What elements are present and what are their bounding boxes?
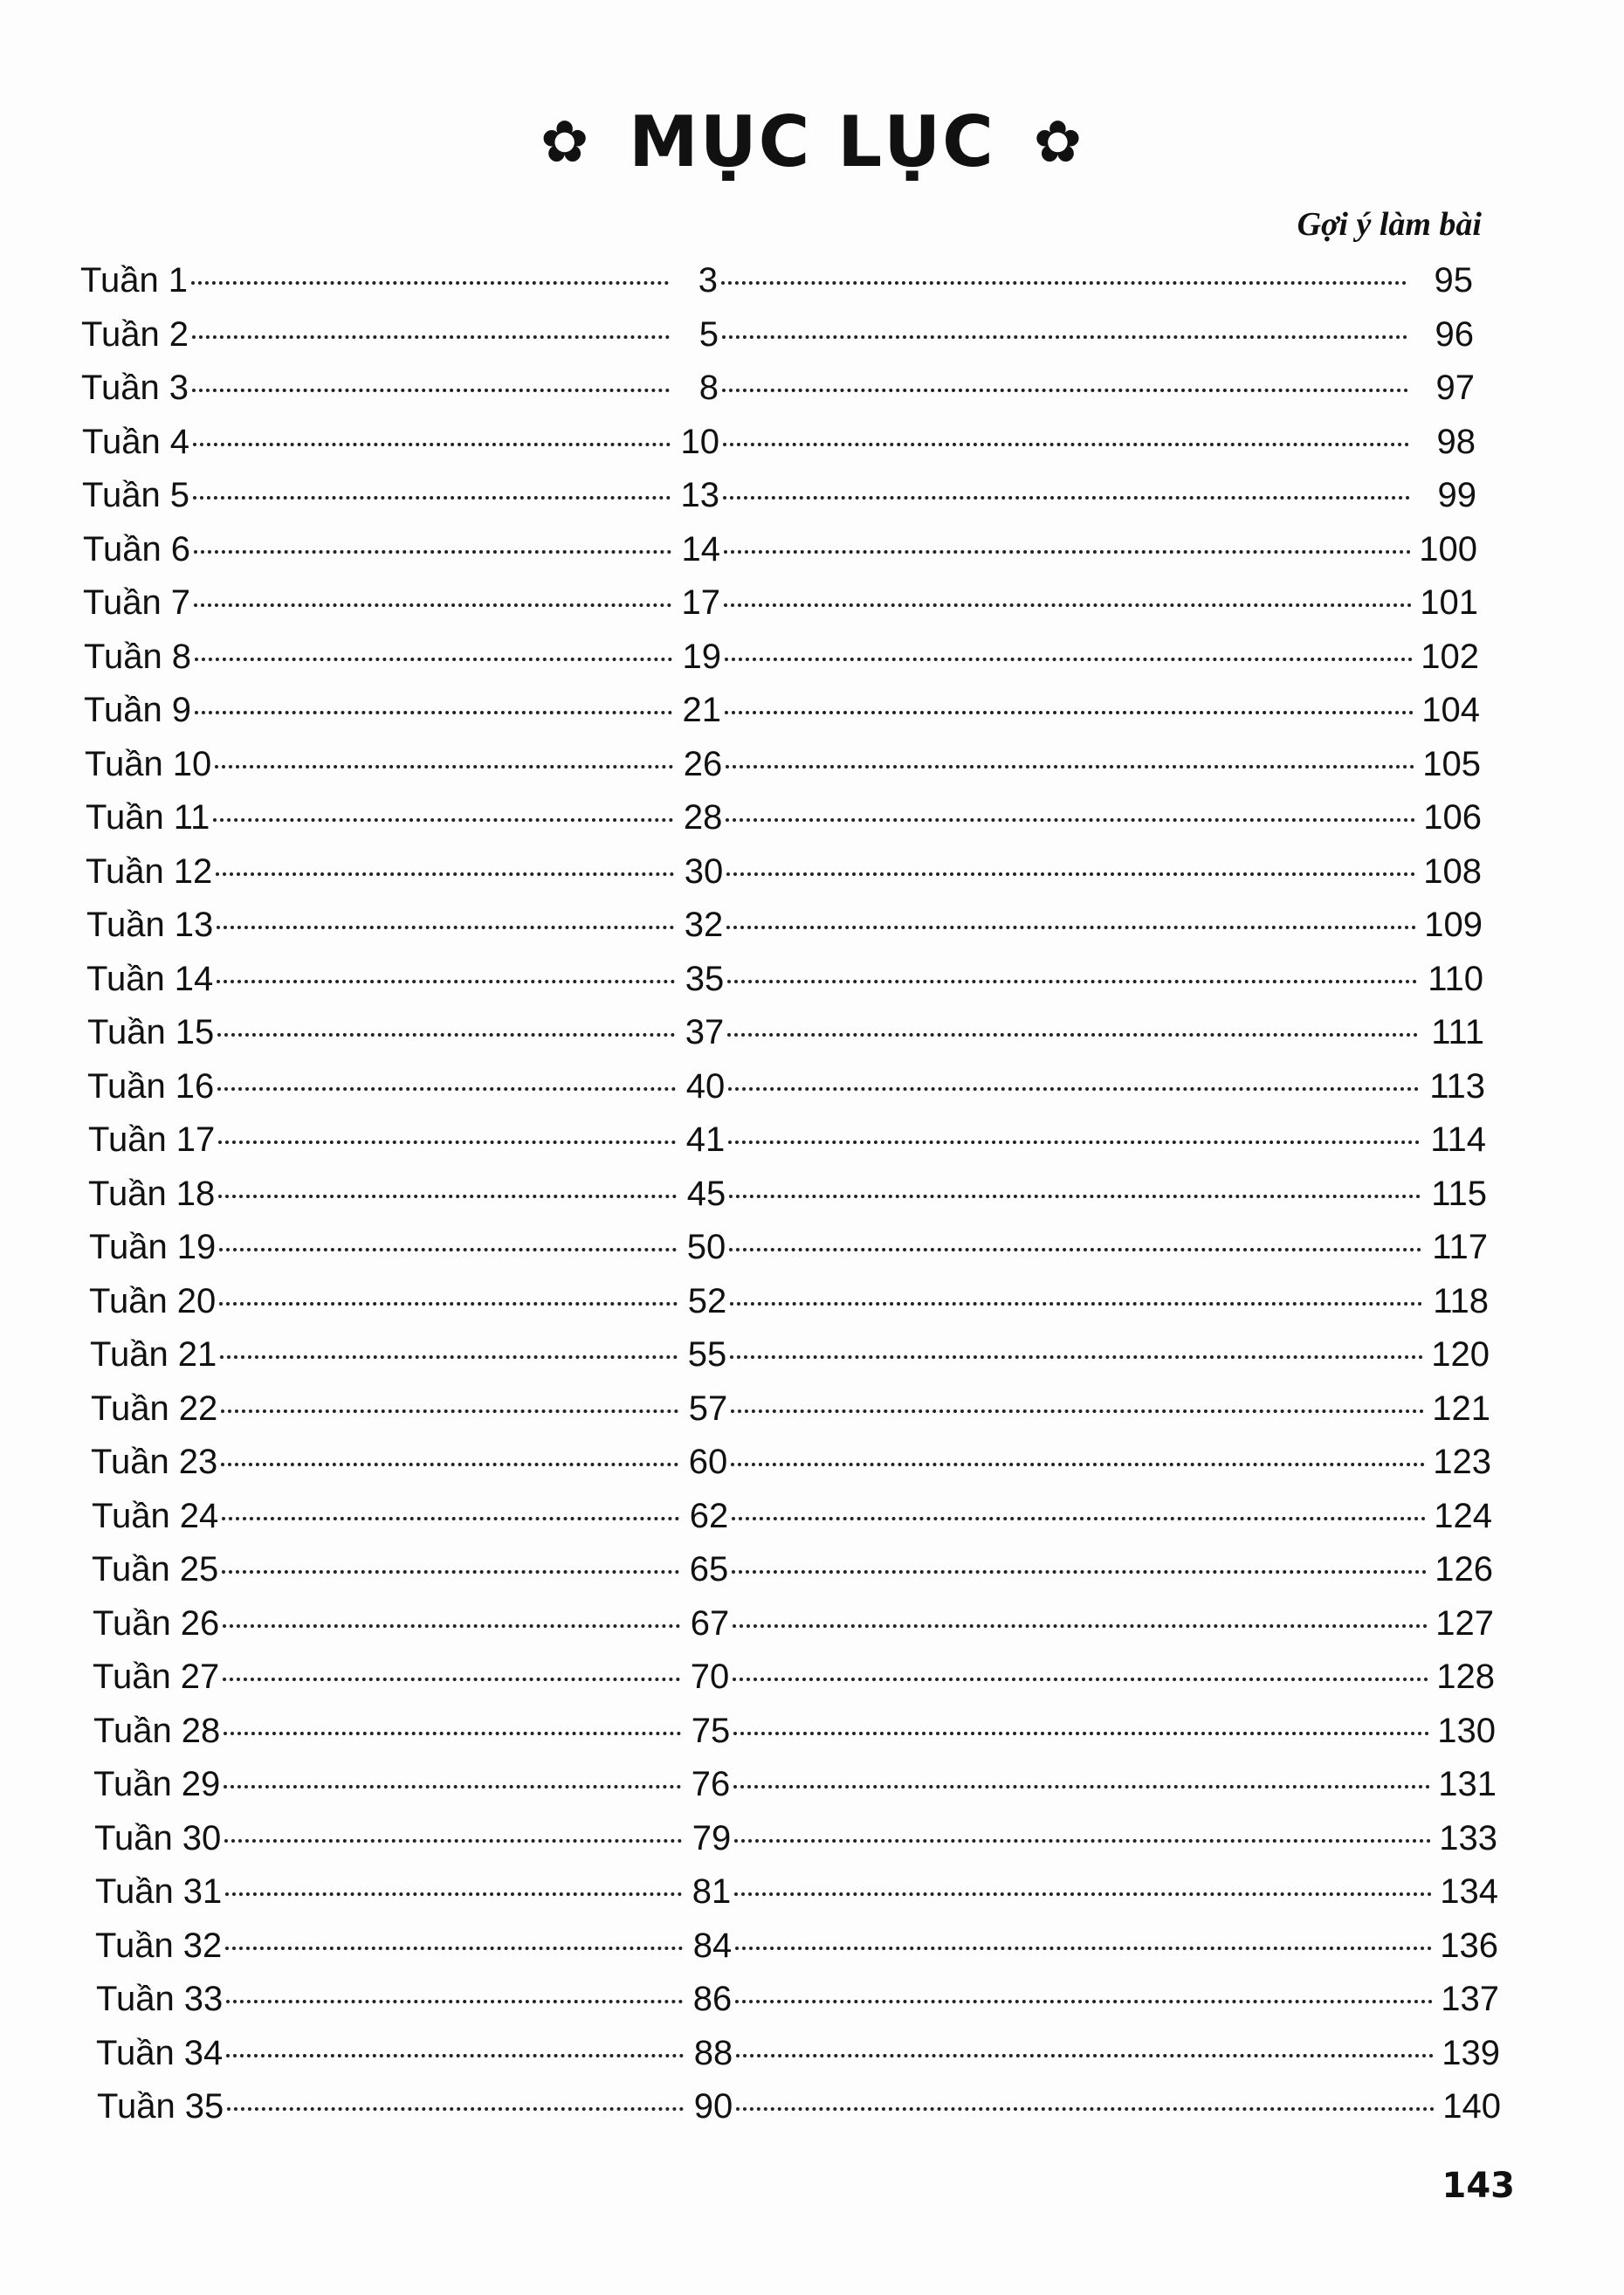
toc-entry (80, 253, 1473, 307)
toc-entry-page: 62 (689, 1497, 729, 1535)
toc-entry-hint-page: 105 (1422, 745, 1481, 783)
toc-entry-label: Tuần 17 (88, 1120, 216, 1159)
toc-entry (81, 307, 1474, 362)
toc-entry-hint-page: 136 (1440, 1926, 1498, 1965)
toc-entry-label: Tuần 11 (86, 798, 210, 837)
toc-entry-label: Tuần 5 (82, 476, 190, 514)
dot-leader (726, 765, 1414, 768)
toc-entry-page: 37 (685, 1013, 725, 1051)
toc-entry-page: 65 (689, 1550, 729, 1589)
dot-leader (736, 2054, 1434, 2057)
dot-leader (221, 1409, 678, 1413)
dot-leader (733, 1732, 1429, 1735)
dot-leader (736, 2107, 1435, 2111)
dot-leader (226, 2000, 683, 2003)
toc-entry-label: Tuần 33 (96, 1980, 224, 2018)
toc-entry-page: 45 (686, 1175, 726, 1213)
toc-entry-page: 5 (698, 315, 719, 354)
toc-entry-page: 8 (698, 369, 719, 407)
toc-entry-label: Tuần 22 (91, 1389, 218, 1428)
toc-entry (96, 2026, 1500, 2080)
dot-leader (224, 1732, 681, 1735)
toc-entry (87, 1005, 1484, 1059)
toc-entry-page: 55 (687, 1335, 727, 1374)
toc-entry (86, 844, 1482, 899)
toc-entry (90, 1327, 1490, 1382)
toc-entry-page: 40 (685, 1067, 726, 1106)
toc-entry-page: 84 (692, 1926, 733, 1965)
toc-entry (81, 361, 1475, 415)
dot-leader (217, 1087, 676, 1091)
dot-leader (734, 1839, 1431, 1843)
dot-leader (191, 281, 669, 285)
toc-entry-hint-page: 121 (1432, 1389, 1490, 1428)
toc-entry (95, 1919, 1498, 1973)
toc-entry-hint-page: 114 (1430, 1120, 1486, 1159)
toc-entry-hint-page: 123 (1433, 1443, 1491, 1481)
toc-entry-hint-page: 102 (1421, 638, 1479, 676)
dot-leader (732, 1570, 1427, 1574)
toc-entry-hint-page: 128 (1436, 1658, 1495, 1696)
dot-leader (193, 496, 671, 500)
toc-entry-label: Tuần 9 (84, 691, 192, 729)
toc-entry-label: Tuần 2 (81, 315, 189, 354)
toc-entry-page: 32 (684, 906, 724, 944)
dot-leader (227, 2107, 684, 2111)
toc-entry-label: Tuần 26 (93, 1604, 220, 1643)
dot-leader (732, 1517, 1426, 1520)
toc-entry-page: 88 (693, 2034, 733, 2072)
toc-entry-label: Tuần 27 (93, 1658, 220, 1696)
toc-entry (97, 2079, 1501, 2133)
toc-entry-page: 75 (691, 1712, 731, 1750)
toc-entry-label: Tuần 3 (81, 369, 189, 407)
toc-entry (93, 1596, 1494, 1651)
toc-entry-hint-page: 110 (1428, 960, 1483, 998)
page-title (0, 94, 1624, 186)
toc-entry-page: 90 (693, 2087, 733, 2126)
toc-entry-hint-page: 120 (1431, 1335, 1490, 1374)
toc-entry (84, 630, 1479, 684)
dot-leader (730, 1355, 1423, 1359)
dot-leader (731, 1409, 1424, 1413)
dot-leader (192, 335, 670, 339)
dot-leader (219, 1248, 677, 1251)
toc-entry (86, 790, 1482, 844)
toc-entry (94, 1811, 1497, 1865)
toc-entry-page: 13 (680, 476, 720, 514)
toc-entry-hint-page: 95 (1434, 261, 1473, 300)
toc-entry-page: 3 (698, 261, 719, 300)
toc-entry-page: 81 (692, 1872, 732, 1911)
dot-leader (721, 281, 1407, 285)
dot-leader (730, 1302, 1422, 1306)
toc-entry-label: Tuần 32 (95, 1926, 223, 1965)
toc-entry-page: 35 (685, 960, 725, 998)
dot-leader (731, 1463, 1425, 1466)
dot-leader (735, 1947, 1432, 1950)
toc-entry-hint-page: 117 (1432, 1228, 1488, 1266)
toc-entry-label: Tuần 4 (82, 423, 190, 461)
dot-leader (217, 926, 674, 929)
dot-leader (194, 603, 671, 607)
dot-leader (726, 872, 1415, 876)
toc-entry (86, 898, 1483, 952)
dot-leader (225, 1947, 683, 1950)
toc-entry (89, 1220, 1488, 1274)
dot-leader (725, 711, 1414, 714)
toc-entry-hint-page: 137 (1441, 1980, 1499, 2018)
toc-entry-label: Tuần 20 (89, 1282, 217, 1320)
toc-entry-hint-page: 131 (1438, 1765, 1497, 1803)
dot-leader (224, 1785, 681, 1788)
toc-entry (89, 1274, 1489, 1328)
flower-right-icon: ✿ (1033, 108, 1084, 176)
toc-entry-hint-page: 124 (1434, 1497, 1492, 1535)
dot-leader (728, 1087, 1419, 1091)
toc-entry-page: 70 (690, 1658, 730, 1696)
toc-entry-label: Tuần 29 (93, 1765, 221, 1803)
toc-entry-hint-page: 140 (1442, 2087, 1501, 2126)
toc-entry-label: Tuần 19 (89, 1228, 217, 1266)
dot-leader (192, 389, 670, 392)
toc-entry (95, 1864, 1498, 1919)
toc-entry-label: Tuần 1 (80, 261, 189, 300)
dot-leader (215, 765, 673, 768)
dot-leader (733, 1785, 1430, 1788)
toc-entry-label: Tuần 14 (86, 960, 214, 998)
dot-leader (195, 711, 672, 714)
dot-leader (727, 980, 1417, 983)
toc-entry-hint-page: 133 (1439, 1819, 1497, 1857)
toc-entry-hint-page: 104 (1421, 691, 1480, 729)
toc-entry-page: 14 (681, 530, 721, 569)
dot-leader (733, 1678, 1428, 1681)
dot-leader (218, 1141, 676, 1144)
dot-leader (223, 1624, 680, 1628)
toc-entry (88, 1167, 1487, 1221)
dot-leader (724, 550, 1411, 554)
toc-entry-label: Tuần 16 (87, 1067, 215, 1106)
dot-leader (729, 1195, 1421, 1198)
dot-leader (222, 1570, 679, 1574)
dot-leader (728, 1141, 1420, 1144)
toc-entry-hint-page: 101 (1420, 583, 1478, 622)
dot-leader (723, 496, 1410, 500)
dot-leader (224, 1839, 682, 1843)
toc-entry-label: Tuần 35 (97, 2087, 224, 2126)
dot-leader (220, 1355, 678, 1359)
dot-leader (222, 1517, 679, 1520)
toc-entry-label: Tuần 10 (85, 745, 212, 783)
toc-entry-page: 28 (683, 798, 723, 837)
dot-leader (725, 658, 1413, 661)
toc-entry-page: 41 (685, 1120, 726, 1159)
toc-entry-hint-page: 127 (1435, 1604, 1494, 1643)
dot-leader (726, 818, 1415, 822)
dot-leader (216, 872, 674, 876)
toc-entry-hint-page: 97 (1435, 369, 1475, 407)
toc-entry-hint-page: 96 (1435, 315, 1474, 354)
toc-entry-page: 19 (682, 638, 722, 676)
dot-leader (213, 818, 673, 822)
toc-entry-label: Tuần 18 (88, 1175, 216, 1213)
toc-entry-page: 76 (691, 1765, 731, 1803)
dot-leader (727, 1033, 1418, 1037)
toc-entry-label: Tuần 6 (83, 530, 191, 569)
toc-entry-page: 30 (684, 852, 724, 891)
dot-leader (221, 1463, 678, 1466)
toc-entry-label: Tuần 21 (90, 1335, 217, 1374)
page-number: 143 (1442, 2166, 1515, 2206)
page-title-text: MỤC LỤC (629, 101, 995, 183)
answers-column-header: Gợi ý làm bài (1297, 206, 1482, 243)
toc-entry (82, 468, 1476, 522)
toc-entry-label: Tuần 24 (92, 1497, 219, 1535)
toc-entry-hint-page: 134 (1440, 1872, 1498, 1911)
toc-entry-label: Tuần 25 (92, 1550, 219, 1589)
dot-leader (217, 980, 675, 983)
toc-entry-label: Tuần 12 (86, 852, 213, 891)
toc-entry (91, 1435, 1491, 1489)
dot-leader (193, 443, 671, 446)
toc-entry-hint-page: 108 (1423, 852, 1482, 891)
dot-leader (722, 335, 1407, 339)
toc-entry-page: 17 (681, 583, 721, 622)
toc-entry-hint-page: 139 (1442, 2034, 1500, 2072)
dot-leader (734, 1892, 1432, 1896)
dot-leader (226, 2054, 684, 2057)
dot-leader (218, 1195, 677, 1198)
toc-entry (82, 415, 1476, 469)
toc-entry-page: 79 (692, 1819, 732, 1857)
toc-entry-hint-page: 100 (1419, 530, 1477, 569)
toc-entry-label: Tuần 15 (87, 1013, 215, 1051)
toc-entry (93, 1704, 1496, 1758)
toc-entry-page: 26 (683, 745, 723, 783)
toc-entry-hint-page: 109 (1424, 906, 1483, 944)
toc-entry (96, 1972, 1499, 2026)
dot-leader (217, 1033, 675, 1037)
toc-entry-label: Tuần 7 (83, 583, 191, 622)
dot-leader (195, 658, 672, 661)
toc-entry-page: 86 (692, 1980, 733, 2018)
toc-entry-page: 10 (680, 423, 720, 461)
toc-entry-hint-page: 99 (1437, 476, 1476, 514)
toc-entry-hint-page: 111 (1431, 1013, 1484, 1051)
toc-entry-hint-page: 118 (1433, 1282, 1489, 1320)
toc-entry-label: Tuần 8 (84, 638, 192, 676)
dot-leader (724, 603, 1412, 607)
toc-entry-hint-page: 106 (1423, 798, 1482, 837)
toc-entry-hint-page: 98 (1436, 423, 1476, 461)
dot-leader (729, 1248, 1421, 1251)
dot-leader (726, 926, 1416, 929)
toc-entry (86, 952, 1483, 1006)
toc-entry (92, 1489, 1492, 1543)
toc-entry-page: 50 (686, 1228, 726, 1266)
toc-entry-label: Tuần 30 (94, 1819, 222, 1857)
dot-leader (733, 1624, 1428, 1628)
toc-entry-page: 57 (688, 1389, 728, 1428)
dot-leader (735, 2000, 1433, 2003)
toc-entry-label: Tuần 28 (93, 1712, 221, 1750)
toc-entry-hint-page: 113 (1429, 1067, 1485, 1106)
toc-entry-label: Tuần 23 (91, 1443, 218, 1481)
toc-entry (88, 1113, 1486, 1167)
dot-leader (225, 1892, 682, 1896)
toc-entry-label: Tuần 34 (96, 2034, 224, 2072)
toc-entry-hint-page: 130 (1437, 1712, 1496, 1750)
toc-entry (93, 1757, 1497, 1811)
flower-left-icon: ✿ (540, 108, 591, 176)
toc-entry-hint-page: 126 (1435, 1550, 1493, 1589)
dot-leader (722, 389, 1408, 392)
dot-leader (223, 1678, 680, 1681)
toc-entry (93, 1650, 1495, 1704)
dot-leader (723, 443, 1409, 446)
toc-entry-page: 21 (682, 691, 722, 729)
dot-leader (194, 550, 671, 554)
toc-entry (85, 737, 1481, 791)
toc-entry (84, 683, 1480, 737)
toc-entry-page: 52 (687, 1282, 727, 1320)
toc-entry (91, 1382, 1490, 1436)
toc-entry-page: 60 (688, 1443, 728, 1481)
toc-entry-hint-page: 115 (1431, 1175, 1487, 1213)
toc-entry (92, 1542, 1493, 1596)
toc-entry (83, 575, 1478, 630)
toc-entry-page: 67 (690, 1604, 730, 1643)
toc-entry (83, 522, 1477, 576)
dot-leader (219, 1302, 678, 1306)
toc-entry-label: Tuần 31 (95, 1872, 223, 1911)
toc-entry (87, 1059, 1485, 1113)
toc-entry-label: Tuần 13 (86, 906, 214, 944)
